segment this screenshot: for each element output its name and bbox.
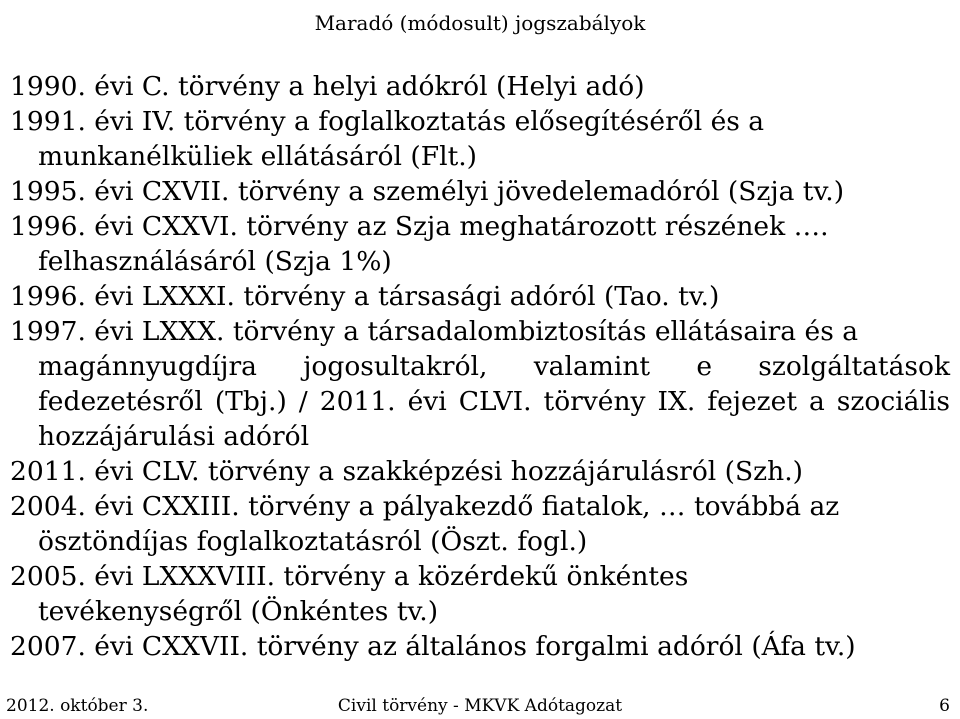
list-item xyxy=(10,489,950,559)
list-item-line: 1996. évi CXXVI. törvény az Szja meghatározott részének …. xyxy=(10,211,829,242)
law-list xyxy=(10,69,950,664)
list-item-line: 1996. évi LXXXI. törvény a társasági adóról (Tao. tv.) xyxy=(10,281,720,312)
list-item xyxy=(10,559,950,629)
slide-footer xyxy=(0,693,960,719)
list-item xyxy=(10,104,950,174)
list-item xyxy=(10,69,950,104)
page-number: 6 xyxy=(939,696,950,716)
list-item xyxy=(10,209,950,279)
list-item xyxy=(10,629,950,664)
list-item-line: 1995. évi CXVII. törvény a személyi jövedelemadóról (Szja tv.) xyxy=(10,176,845,207)
list-item xyxy=(10,454,950,489)
list-item-continuation: felhasználásáról (Szja 1%) xyxy=(38,246,392,277)
list-item-continuation: munkanélküliek ellátásáról (Flt.) xyxy=(38,141,477,172)
list-item-continuation: ösztöndíjas foglalkoztatásról (Öszt. fogl.) xyxy=(38,526,588,557)
list-item-line: 2011. évi CLV. törvény a szakképzési hozzájárulásról (Szh.) xyxy=(10,456,803,487)
footer-date: 2012. október 3. xyxy=(6,696,149,716)
list-item-line: 2004. évi CXXIII. törvény a pályakezdő fiatalok, … továbbá az xyxy=(10,491,840,522)
list-item-line: 2005. évi LXXXVIII. törvény a közérdekű önkéntes xyxy=(10,561,689,592)
slide-title: Maradó (módosult) jogszabályok xyxy=(314,11,646,35)
list-item-line: 1990. évi C. törvény a helyi adókról (Helyi adó) xyxy=(10,71,645,102)
list-item xyxy=(10,314,950,454)
list-item-line: 2007. évi CXXVII. törvény az általános forgalmi adóról (Áfa tv.) xyxy=(10,631,856,662)
list-item xyxy=(10,174,950,209)
list-item-line: 1991. évi IV. törvény a foglalkoztatás elősegítéséről és a xyxy=(10,106,765,137)
list-item-line: 1997. évi LXXX. törvény a társadalombiztosítás ellátásaira és a xyxy=(10,316,859,347)
list-item-continuation: tevékenységről (Önkéntes tv.) xyxy=(38,596,439,627)
footer-title: Civil törvény - MKVK Adótagozat xyxy=(337,696,623,716)
list-item-continuation: magánnyugdíjra jogosultakról, valamint e szolgáltatások fedezetésről (Tbj.) / 2011. évi CLVI. törvény IX. fejezet a szociális hozzájárulási adóról xyxy=(38,351,950,452)
list-item xyxy=(10,279,950,314)
